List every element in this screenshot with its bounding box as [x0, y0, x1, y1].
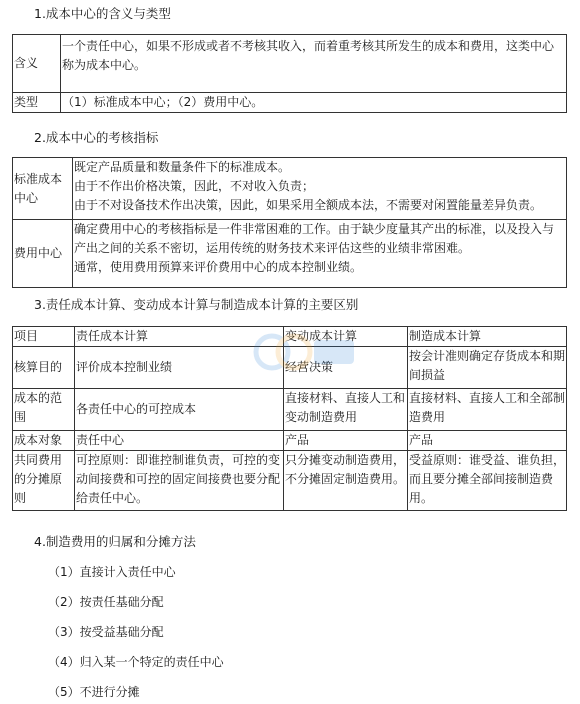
method-item: （5）不进行分摊 — [48, 685, 140, 699]
table-cell: 成本对象 — [13, 431, 75, 451]
row-label-standard-cost-center: 标准成本中心 — [13, 158, 73, 220]
table-header-row — [13, 327, 567, 347]
method-item: （1）直接计入责任中心 — [48, 565, 176, 579]
column-header: 变动成本计算 — [284, 327, 408, 347]
method-item: （2）按责任基础分配 — [48, 595, 164, 609]
section2-title: 2.成本中心的考核指标 — [34, 130, 159, 145]
row-label-meaning: 含义 — [13, 35, 61, 93]
expense-center-text — [73, 220, 567, 288]
table-cell: 受益原则：谁受益、谁负担，而且要分摊全部间接制造费用。 — [408, 451, 567, 511]
text-line: 由于不作出价格决策，因此，不对收入负责； — [74, 179, 315, 193]
section4-title: 4.制造费用的归属和分摊方法 — [34, 534, 196, 549]
standard-cost-center-text — [73, 158, 567, 220]
table-cell: 责任中心 — [75, 431, 284, 451]
type-text: （1）标准成本中心；（2）费用中心。 — [61, 93, 567, 113]
method-item: （3）按受益基础分配 — [48, 625, 164, 639]
table-cell: 按会计准则确定存货成本和期间损益 — [408, 347, 567, 389]
text-line: 确定费用中心的考核指标是一件非常困难的工作。由于缺少度量其产出的标准，以及投入与产出之间的关系不密切，运用传统的财务技术来评估这些的业绩非常困难。 — [74, 222, 555, 255]
table-row — [13, 431, 567, 451]
meaning-text: 一个责任中心，如果不形成或者不考核其收入，而着重考核其所发生的成本和费用，这类中心称为成本中心。 — [61, 35, 567, 93]
table-cell: 可控原则：即谁控制谁负责，可控的变动间接费和可控的固定间接费也要分配给责任中心。 — [75, 451, 284, 511]
table-row — [13, 158, 567, 220]
row-label-type: 类型 — [13, 93, 61, 113]
table-row — [13, 389, 567, 431]
table-cell: 只分摊变动制造费用，不分摊固定制造费用。 — [284, 451, 408, 511]
text-line: 由于不对设备技术作出决策，因此，如果采用全额成本法，不需要对闲置能量差异负责。 — [74, 198, 543, 212]
table-cell: 直接材料、直接人工和全部制造费用 — [408, 389, 567, 431]
table-row — [13, 451, 567, 511]
table-cell: 经营决策 — [284, 347, 408, 389]
table-cell: 共同费用的分摊原则 — [13, 451, 75, 511]
table-cell: 评价成本控制业绩 — [75, 347, 284, 389]
column-header: 项目 — [13, 327, 75, 347]
table-row — [13, 93, 567, 113]
method-item: （4）归入某一个特定的责任中心 — [48, 655, 224, 669]
table-row — [13, 35, 567, 93]
table-cell: 核算目的 — [13, 347, 75, 389]
section1-title: 1.成本中心的含义与类型 — [34, 6, 171, 21]
table-cell: 成本的范围 — [13, 389, 75, 431]
table-cell: 产品 — [408, 431, 567, 451]
text-line: 通常，使用费用预算来评价费用中心的成本控制业绩。 — [74, 260, 363, 274]
text-line: 既定产品质量和数量条件下的标准成本。 — [74, 160, 291, 174]
table-cell: 各责任中心的可控成本 — [75, 389, 284, 431]
table-row — [13, 220, 567, 288]
assessment-indicator-table — [12, 157, 567, 288]
row-label-expense-center: 费用中心 — [13, 220, 73, 288]
column-header: 责任成本计算 — [75, 327, 284, 347]
table-cell: 直接材料、直接人工和变动制造费用 — [284, 389, 408, 431]
table-row — [13, 347, 567, 389]
column-header: 制造成本计算 — [408, 327, 567, 347]
cost-calculation-comparison-table — [12, 326, 567, 511]
table-cell: 产品 — [284, 431, 408, 451]
section3-title: 3.责任成本计算、变动成本计算与制造成本计算的主要区别 — [34, 297, 359, 312]
meaning-type-table — [12, 34, 567, 113]
